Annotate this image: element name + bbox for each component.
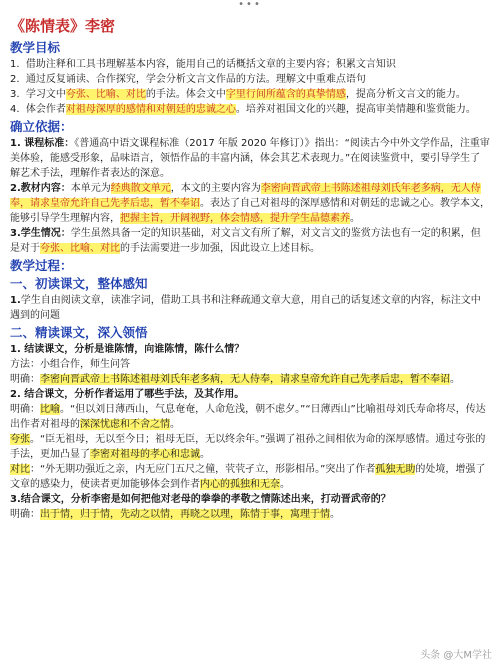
basis-para-2: 2.教材内容：本单元为经典散文单元，本文的主要内容为李密向晋武帝上书陈述祖母刘氏年老多病，无人侍奉，请求皇帝允许自己先孝后忠，暂不奉诏。表达了自己对祖母的深厚感情和对朝廷的忠诚之心。教学本文，能够引导学生理解内容，把握主旨，开阔视野，体会情感，提升学生品德素养。 xyxy=(10,183,490,224)
basis-para-1: 1. 课程标准：《普通高中语文课程标准（2017 年版 2020 年修订）》指出：“阅读古今中外文学作品，注重审美体验，能感受形象，品味语言，领悟作品的丰富内涵，体会其艺术表现力。”在阅读鉴赏中，要引导学生了解艺术手法，理解作者表达的深意。 xyxy=(10,138,490,179)
highlight: 李密向晋武帝上书陈述祖母刘氏年老多病，无人侍奉，请求皇帝允许自己先孝后忠，暂不奉诏 xyxy=(40,374,450,385)
highlight: 内心的孤独和无奈 xyxy=(200,479,280,490)
section-2-heading: 二、精读课文，深入领悟 xyxy=(10,325,148,340)
answer-2: 明确：比喻。“但以刘日薄西山，气息奄奄，人命危浅，朝不虑夕。”“日薄西山”比喻祖母刘氏寿命将尽，传达出作者对祖母的深深忧虑和不舍之情。 xyxy=(10,404,486,430)
basis-para-3: 3.学生情况：学生虽然具备一定的知识基础，对文言文有所了解，对文言文的鉴赏方法也有一定的积累，但是对于夸张、比喻、对比的手法需要进一步加强，因此设立上述目标。 xyxy=(10,228,481,254)
highlight: 对比 xyxy=(10,464,30,475)
question-3: 3.结合课文，分析李密是如何把他对老母的拳拳的孝敬之情陈述出来，打动晋武帝的？ xyxy=(10,494,391,505)
highlight: 出于情，归于情，先动之以情，再晓之以理，陈情于事，寓理于情 xyxy=(40,509,330,520)
question-1: 1. 结读课文，分析是谁陈情，向谁陈情，陈什么情？ xyxy=(10,344,245,355)
answer-1: 明确：李密向晋武帝上书陈述祖母刘氏年老多病，无人侍奉，请求皇帝允许自己先孝后忠，暂不奉诏。 xyxy=(10,374,460,385)
goal-item-3: 3. 学习文中夸张、比喻、对比的手法。体会文中字里行间所蕴含的真挚情感，提高分析文言文的能力。 xyxy=(10,89,466,100)
highlight: 把握主旨，开阔视野，体会情感，提升学生品德素养 xyxy=(120,213,350,224)
highlight: 夸张、比喻、对比 xyxy=(40,243,120,254)
section-1-heading: 一、初读课文，整体感知 xyxy=(10,276,148,291)
answer-5: 明确：出于情，归于情，先动之以情，再晓之以理，陈情于事，寓理于情。 xyxy=(10,509,340,520)
watermark: 头条 @大M学社 xyxy=(420,650,492,661)
highlight: 夸张、比喻、对比 xyxy=(65,89,146,100)
document-page xyxy=(0,10,500,522)
highlight: 经典散文单元 xyxy=(110,183,171,194)
highlight: 夸张 xyxy=(10,434,30,445)
highlight: 比喻 xyxy=(40,404,60,415)
goal-item-2: 2. 通过反复诵读、合作探究，学会分析文言文作品的方法。理解文中重难点语句 xyxy=(10,74,366,85)
answer-3: 夸张。“臣无祖母，无以至今日；祖母无臣，无以终余年。”强调了祖孙之间相依为命的深厚感情。通过夸张的手法，更加凸显了李密对祖母的孝心和忠诚。 xyxy=(10,434,486,460)
goal-item-4: 4. 体会作者对祖母深厚的感情和对朝廷的忠诚之心。培养对祖国文化的兴趣，提高审美情趣和鉴赏能力。 xyxy=(10,104,476,115)
answer-4: 对比：“外无期功强近之亲，内无应门五尺之僮，茕茕孑立，形影相吊。”突出了作者孤独无助的处境，增强了文章的感染力，使读者更加能够体会到作者内心的孤独和无奈。 xyxy=(10,464,486,490)
highlight: 李密向晋武帝上书陈述祖母刘氏年老多病，无人侍奉，请求皇帝允许自己先孝后忠，暂不奉诏 xyxy=(10,183,481,209)
highlight: 字里行间所蕴含的真挚情感 xyxy=(225,89,346,100)
process-heading: 教学过程： xyxy=(10,258,73,273)
goal-item-1: 1. 借助注释和工具书理解基本内容，能用自己的话概括文章的主要内容；积累文言知识 xyxy=(10,59,396,70)
top-bar xyxy=(0,0,500,10)
basis-heading: 确立依据： xyxy=(10,119,73,134)
highlight: 对祖母深厚的感情和对朝廷的忠诚之心 xyxy=(65,104,236,115)
question-2: 2. 结合课文，分析作者运用了哪些手法，及其作用。 xyxy=(10,389,245,400)
method-line: 方法：小组合作，师生问答 xyxy=(10,359,130,370)
goals-heading: 教学目标 xyxy=(10,40,61,55)
page-title: 《陈情表》李密 xyxy=(10,17,116,35)
highlight: 李密对祖母的孝心和忠诚 xyxy=(90,449,200,460)
more-dots-icon[interactable]: ••• xyxy=(238,0,262,10)
highlight: 深深忧虑和不舍之情 xyxy=(80,419,170,430)
highlight: 孤独无助 xyxy=(375,464,416,475)
section-1-text: 1.学生自由阅读文章，读准字词，借助工具书和注释疏通文章大意，用自己的话复述文章的内容，标注文中遇到的问题 xyxy=(10,295,481,321)
